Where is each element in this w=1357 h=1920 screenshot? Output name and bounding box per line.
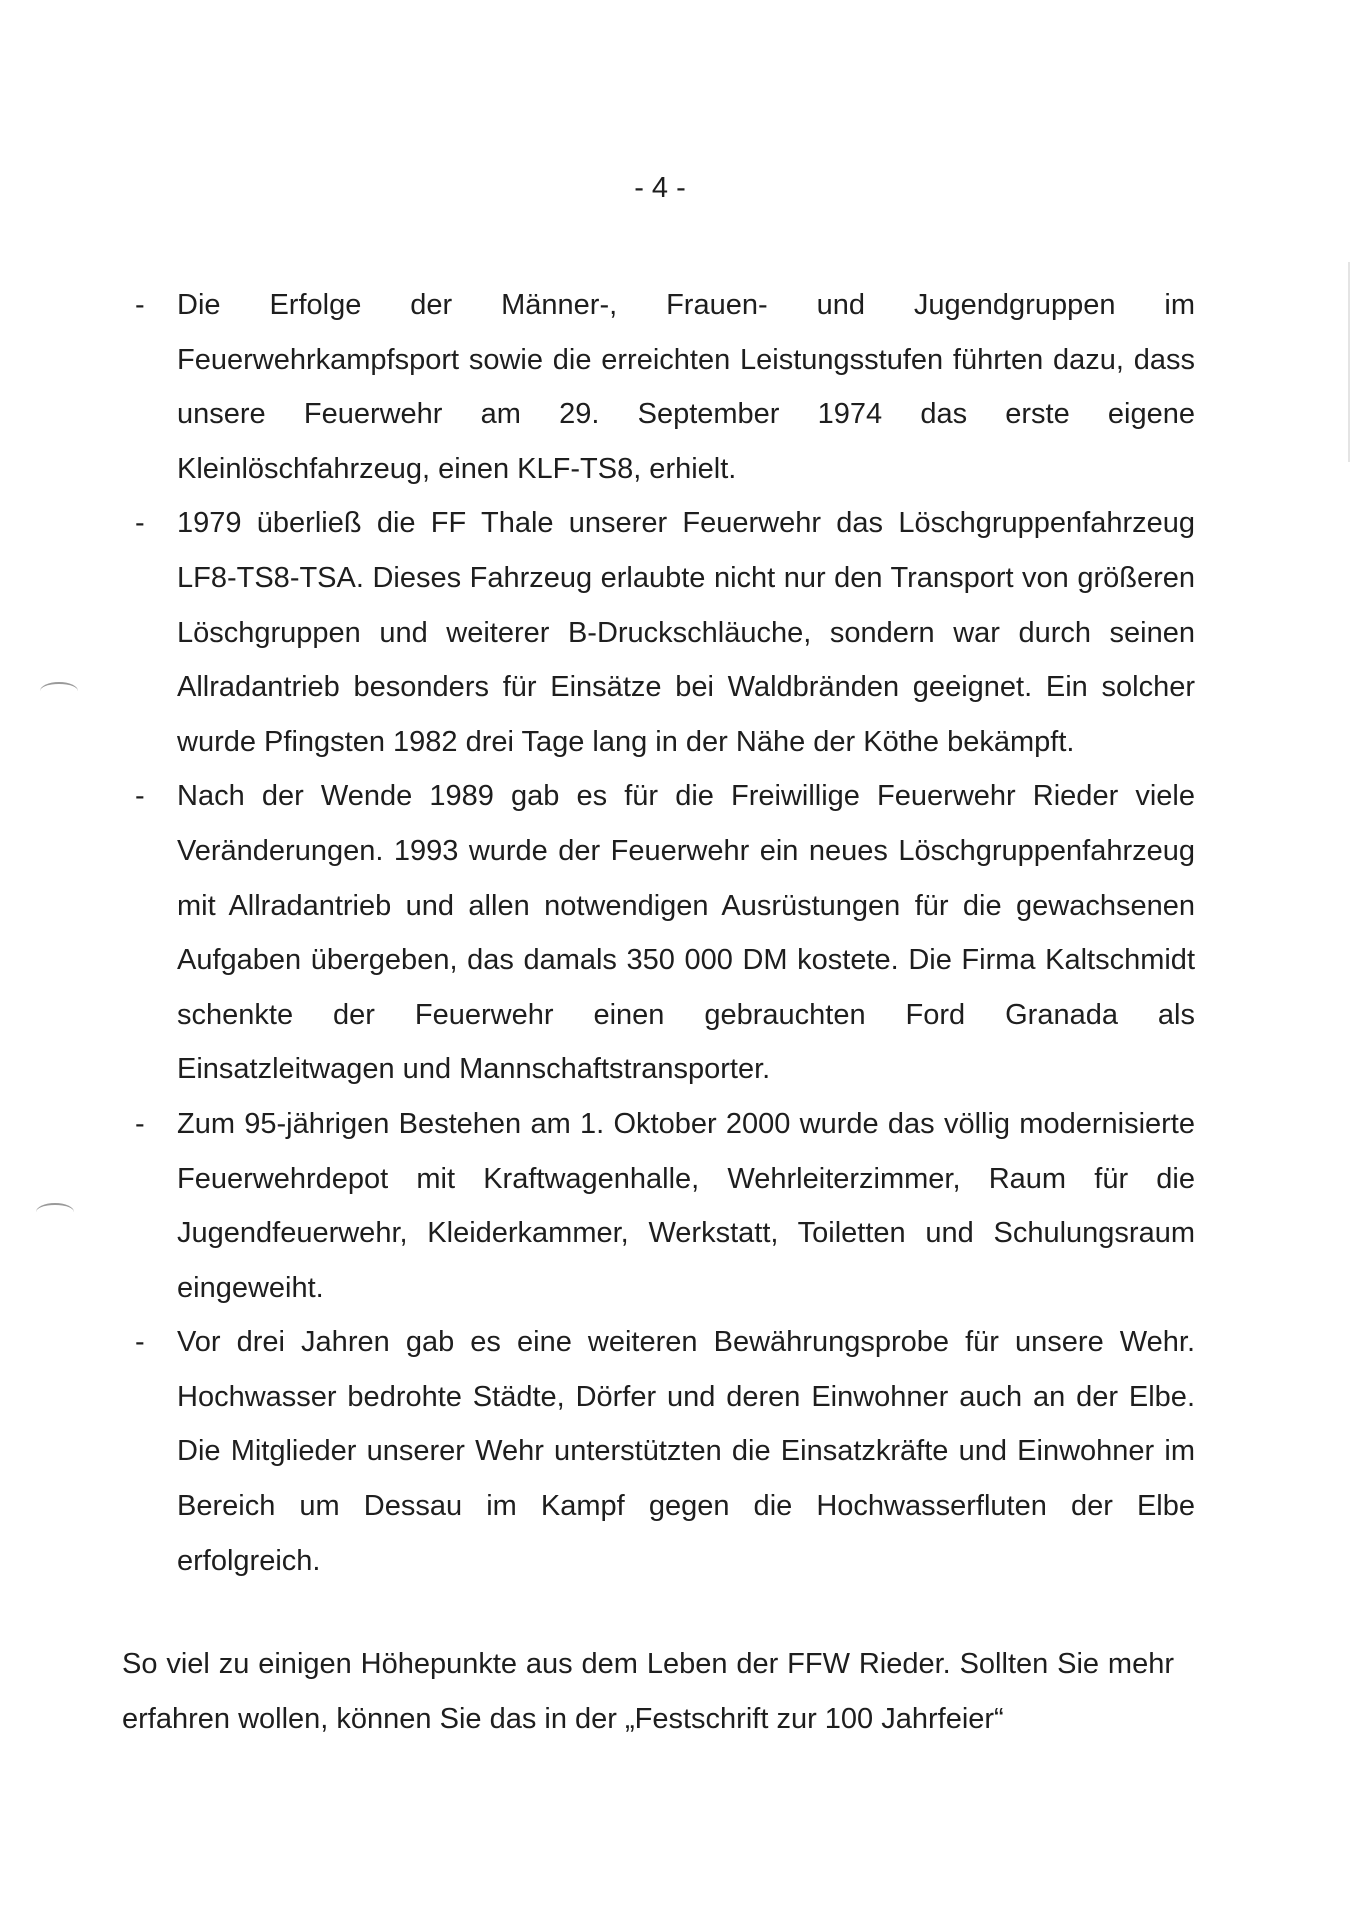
- list-item: [125, 769, 1195, 1097]
- list-bullet: -: [135, 1107, 145, 1140]
- list-item: [125, 496, 1195, 769]
- list-bullet: -: [135, 1326, 145, 1359]
- list-item: [125, 1097, 1195, 1315]
- closing-paragraph: So viel zu einigen Höhepunkte aus dem Leben der FFW Rieder. Sollten Sie mehr erfahren wollen, können Sie das in der „Festschrift zur 100 Jahrfeier“: [122, 1648, 1174, 1735]
- history-list: [125, 278, 1195, 1588]
- list-item-text: 1979 überließ die FF Thale unserer Feuerwehr das Löschgruppenfahrzeug LF8-TS8-TSA. Dieses Fahrzeug erlaubte nicht nur den Transport von größeren Löschgruppen und weiterer B-Druckschläuche, sondern war durch seinen Allradantrieb besonders für Einsätze bei Waldbränden geeignet. Ein solcher wurde Pfingsten 1982 drei Tage lang in der Nähe der Köthe bekämpft.: [177, 507, 1195, 758]
- list-item-text: Zum 95-jährigen Bestehen am 1. Oktober 2000 wurde das völlig modernisierte Feuerwehrdepot mit Kraftwagenhalle, Wehrleiterzimmer, Raum für die Jugendfeuerwehr, Kleiderkammer, Werkstatt, Toiletten und Schulungsraum eingeweiht.: [177, 1107, 1195, 1304]
- punch-hole-mark: [40, 682, 78, 700]
- list-item: [125, 1315, 1195, 1588]
- page-number: - 4 -: [634, 172, 686, 204]
- list-bullet: -: [135, 507, 145, 540]
- scan-edge-shadow: [1348, 262, 1350, 462]
- list-bullet: -: [135, 289, 145, 321]
- list-item-text: Die Erfolge der Männer-, Frauen- und Jugendgruppen im Feuerwehrkampfsport sowie die erreichten Leistungsstufen führten dazu, dass unsere Feuerwehr am 29. September 1974 das erste eigene Kleinlöschfahrzeug, einen KLF-TS8, erhielt.: [177, 289, 1195, 485]
- list-bullet: -: [135, 780, 145, 813]
- list-item-text: Nach der Wende 1989 gab es für die Freiwillige Feuerwehr Rieder viele Veränderungen. 1993 wurde der Feuerwehr ein neues Löschgruppenfahrzeug mit Allradantrieb und allen notwendigen Ausrüstungen für die gewachsenen Aufgaben übergeben, das damals 350 000 DM kostete. Die Firma Kaltschmidt schenkte der Feuerwehr einen gebrauchten Ford Granada als Einsatzleitwagen und Mannschaftstransporter.: [177, 780, 1195, 1086]
- list-item-text: Vor drei Jahren gab es eine weiteren Bewährungsprobe für unsere Wehr. Hochwasser bedrohte Städte, Dörfer und deren Einwohner auch an der Elbe. Die Mitglieder unserer Wehr unterstützten die Einsatzkräfte und Einwohner im Bereich um Dessau im Kampf gegen die Hochwasserfluten der Elbe erfolgreich.: [177, 1326, 1195, 1577]
- punch-hole-mark: [36, 1203, 74, 1221]
- list-item: [125, 278, 1195, 496]
